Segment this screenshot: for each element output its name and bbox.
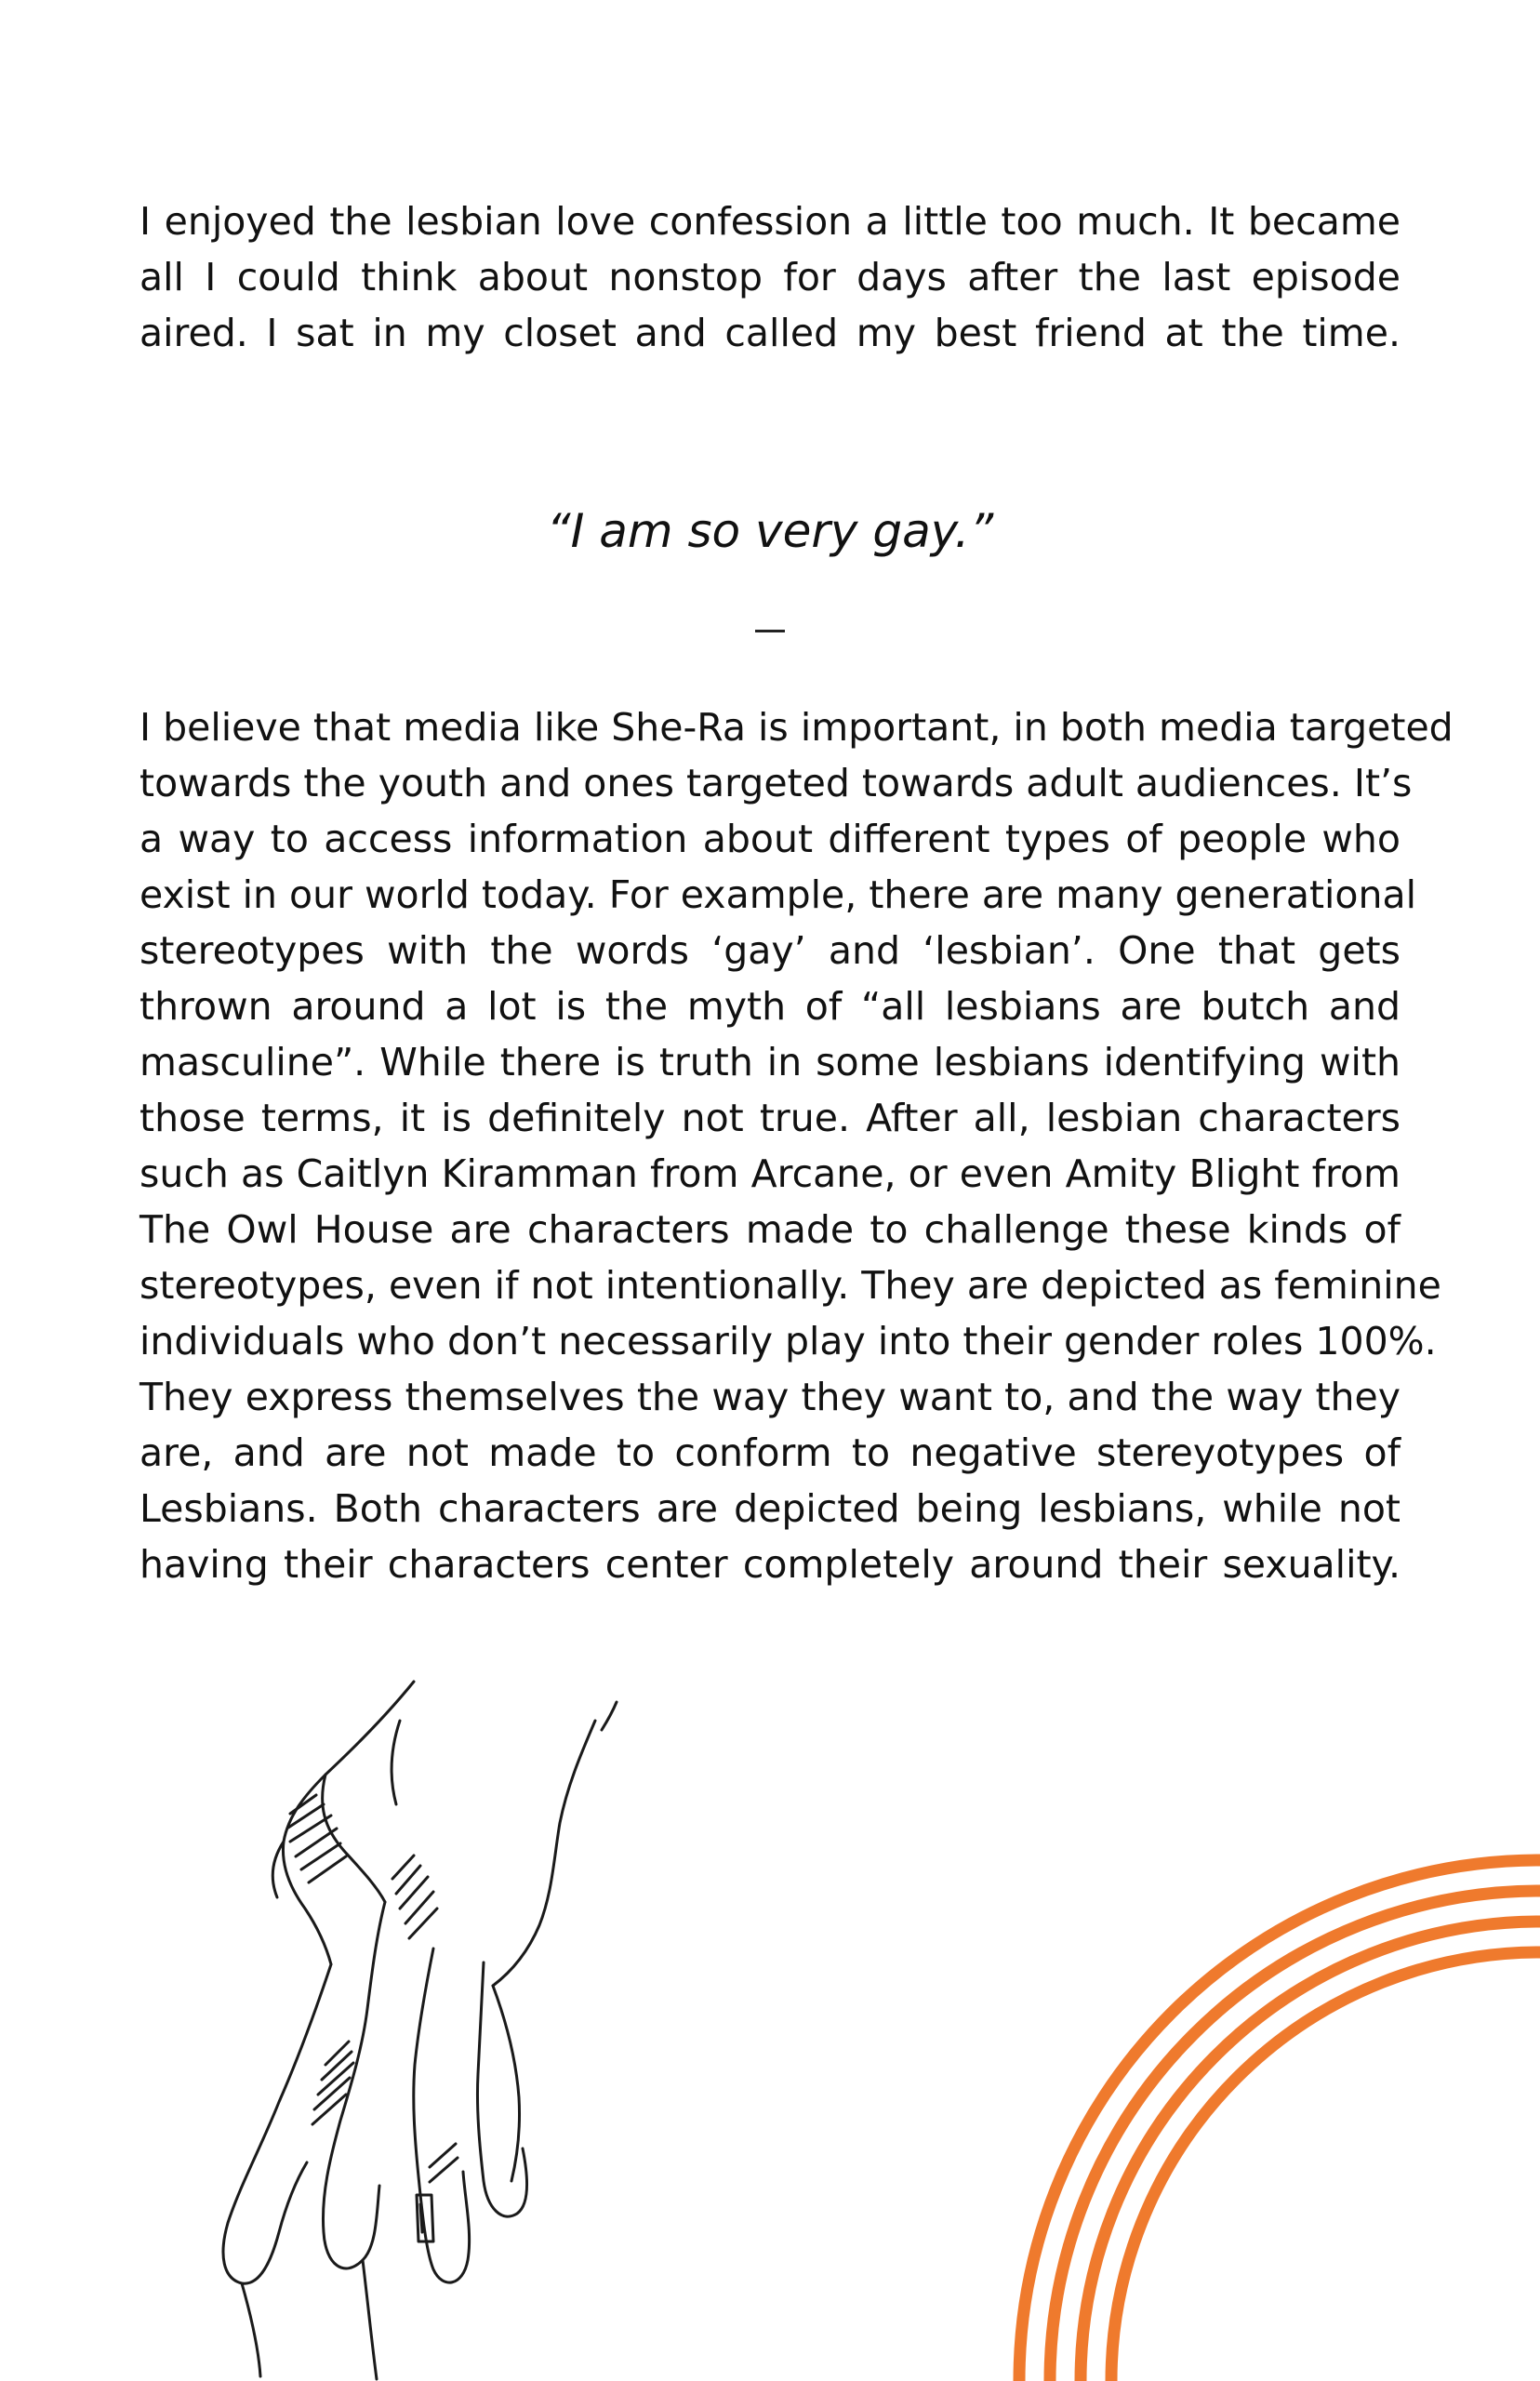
hands-sketch-icon <box>186 1665 670 2381</box>
text-line: The Owl House are characters made to challenge these kinds of <box>139 1207 1401 1252</box>
text-line: those terms, it is definitely not true. After all, lesbian characters <box>139 1096 1401 1140</box>
text-line: Lesbians. Both characters are depicted being lesbians, while not <box>139 1486 1401 1531</box>
text-line: stereotypes, even if not intentionally. They are depicted as feminine <box>139 1263 1441 1308</box>
text-line: towards the youth and ones targeted towards adult audiences. It’s <box>139 761 1413 805</box>
text-line: stereotypes with the words ‘gay’ and ‘lesbian’. One that gets <box>139 928 1401 973</box>
paragraph-body <box>139 699 1454 1592</box>
text-line: having their characters center completely around their sexuality. <box>139 1542 1401 1587</box>
text-line: They express themselves the way they want to, and the way they <box>139 1375 1401 1419</box>
text-line: a way to access information about different types of people who <box>139 817 1401 861</box>
text-line: such as Caitlyn Kiramman from Arcane, or even Amity Blight from <box>139 1151 1401 1196</box>
text-line: are, and are not made to conform to negative stereyotypes of <box>139 1430 1401 1475</box>
quote-divider <box>755 630 785 632</box>
text-line: I believe that media like She-Ra is important, in both media targeted <box>139 705 1454 750</box>
text-line: masculine”. While there is truth in some lesbians identifying with <box>139 1040 1401 1084</box>
concentric-arcs-icon <box>949 1749 1540 2381</box>
pull-quote: “I am so very gay.” <box>546 504 994 558</box>
paragraph-intro <box>139 193 1401 361</box>
text-line: I enjoyed the lesbian love confession a little too much. It became <box>139 199 1401 244</box>
text-line: all I could think about nonstop for days after the last episode <box>139 255 1401 299</box>
text-line: thrown around a lot is the myth of “all lesbians are butch and <box>139 984 1401 1029</box>
text-line: individuals who don’t necessarily play into their gender roles 100%. <box>139 1319 1437 1363</box>
text-line: aired. I sat in my closet and called my best friend at the time. <box>139 311 1401 355</box>
text-line: exist in our world today. For example, there are many generational <box>139 872 1417 917</box>
